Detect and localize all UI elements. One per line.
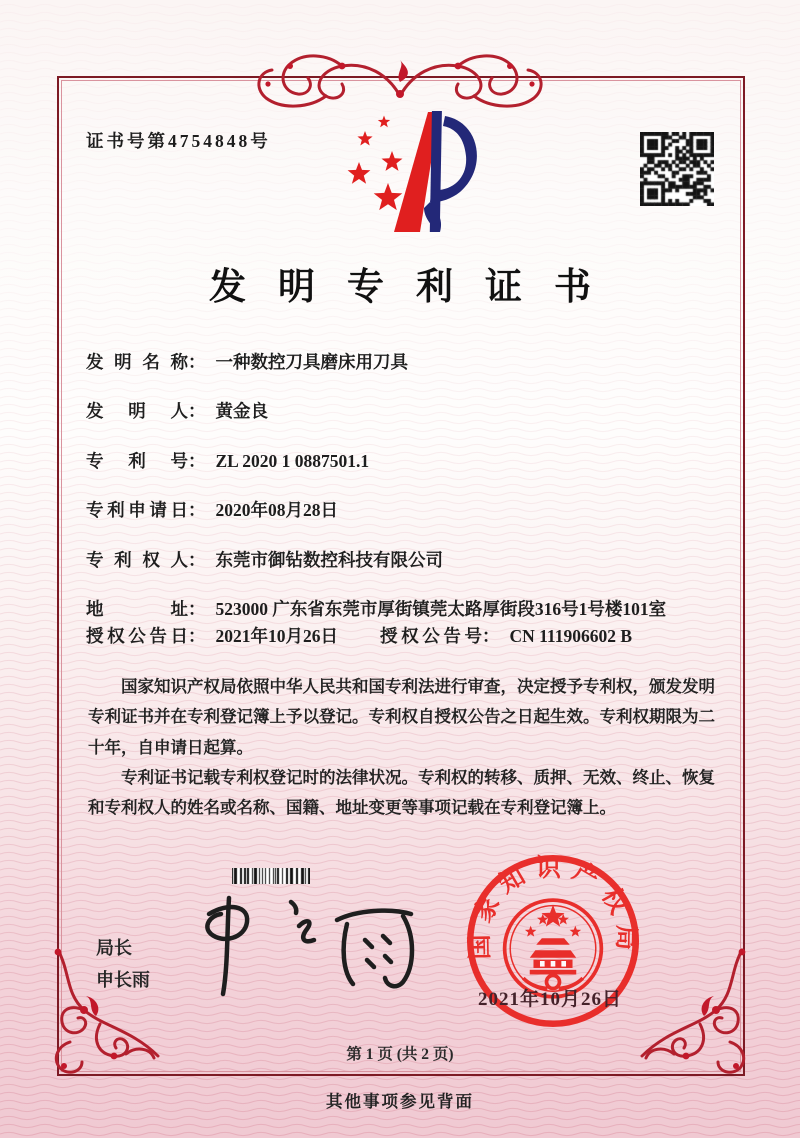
- field-label: 专利号: [86, 450, 188, 471]
- commissioner-name: 申长雨: [96, 970, 150, 990]
- commissioner-title: 局长: [96, 938, 132, 958]
- certificate-number: 证书号第4754848号: [86, 131, 271, 151]
- field-grant-row: 授权公告日 ： 2021年10月26日 授权公告号 ： CN 111906602 B: [86, 624, 734, 649]
- qr-code: [640, 132, 714, 206]
- back-side-note: 其他事项参见背面: [326, 1092, 474, 1111]
- certificate-fields: [86, 350, 734, 650]
- legal-paragraph-1: 国家知识产权局依照中华人民共和国专利法进行审查，决定授予专利权，颁发发明专利证书并在专利登记簿上予以登记。专利权自授权公告之日起生效。专利权期限为二十年，自申请日起算。: [88, 677, 715, 757]
- field-filing-date: 专利申请日 ： 2020年08月28日: [86, 498, 734, 523]
- field-label: 发明人: [86, 401, 188, 422]
- field-label: 授权公告号: [380, 626, 482, 647]
- legal-text: [88, 672, 720, 824]
- certificate-title: 发明专利证书: [209, 267, 623, 308]
- field-label: 专利申请日: [86, 500, 188, 521]
- field-value: ZL 2020 1 0887501.1: [215, 450, 370, 471]
- field-label: 授权公告日: [86, 626, 188, 647]
- field-patent-number: 专利号 ： ZL 2020 1 0887501.1: [86, 449, 734, 474]
- seal-date: 2021年10月26日: [478, 989, 623, 1010]
- cnipa-logo-icon: [332, 106, 482, 238]
- field-label: 专利权人: [86, 549, 188, 570]
- field-label: 发明名称: [86, 352, 188, 372]
- field-label: 地址: [86, 598, 188, 619]
- seal-national-emblem: [505, 900, 602, 997]
- barcode: [232, 868, 310, 884]
- grant-date-value: 2021年10月26日: [215, 626, 338, 647]
- field-value: 523000 广东省东莞市厚街镇莞太路厚街段316号1号楼101室: [215, 598, 667, 619]
- field-value: 2020年08月28日: [215, 500, 338, 521]
- field-value: 东莞市御钻数控科技有限公司: [215, 549, 443, 570]
- seal-text: 国家知识产权局: [466, 854, 640, 960]
- field-invention-name: 发明名称 ： 一种数控刀具磨床用刀具: [86, 350, 734, 375]
- field-value: 一种数控刀具磨床用刀具: [215, 352, 408, 372]
- commissioner-signature: [195, 888, 425, 1000]
- field-address: 地址 ： 523000 广东省东莞市厚街镇莞太路厚街段316号1号楼101室: [86, 597, 734, 622]
- grant-number-value: CN 111906602 B: [509, 626, 633, 647]
- field-inventor: 发明人 ： 黄金良: [86, 399, 734, 424]
- field-patentee: 专利权人 ： 东莞市御钻数控科技有限公司: [86, 548, 734, 573]
- field-value: 黄金良: [215, 401, 268, 422]
- legal-paragraph-2: 专利证书记载专利权登记时的法律状况。专利权的转移、质押、无效、终止、恢复和专利权人的姓名或名称、国籍、地址变更等事项记载在专利登记簿上。: [88, 768, 715, 818]
- page-number: 第 1 页 (共 2 页): [346, 1046, 454, 1063]
